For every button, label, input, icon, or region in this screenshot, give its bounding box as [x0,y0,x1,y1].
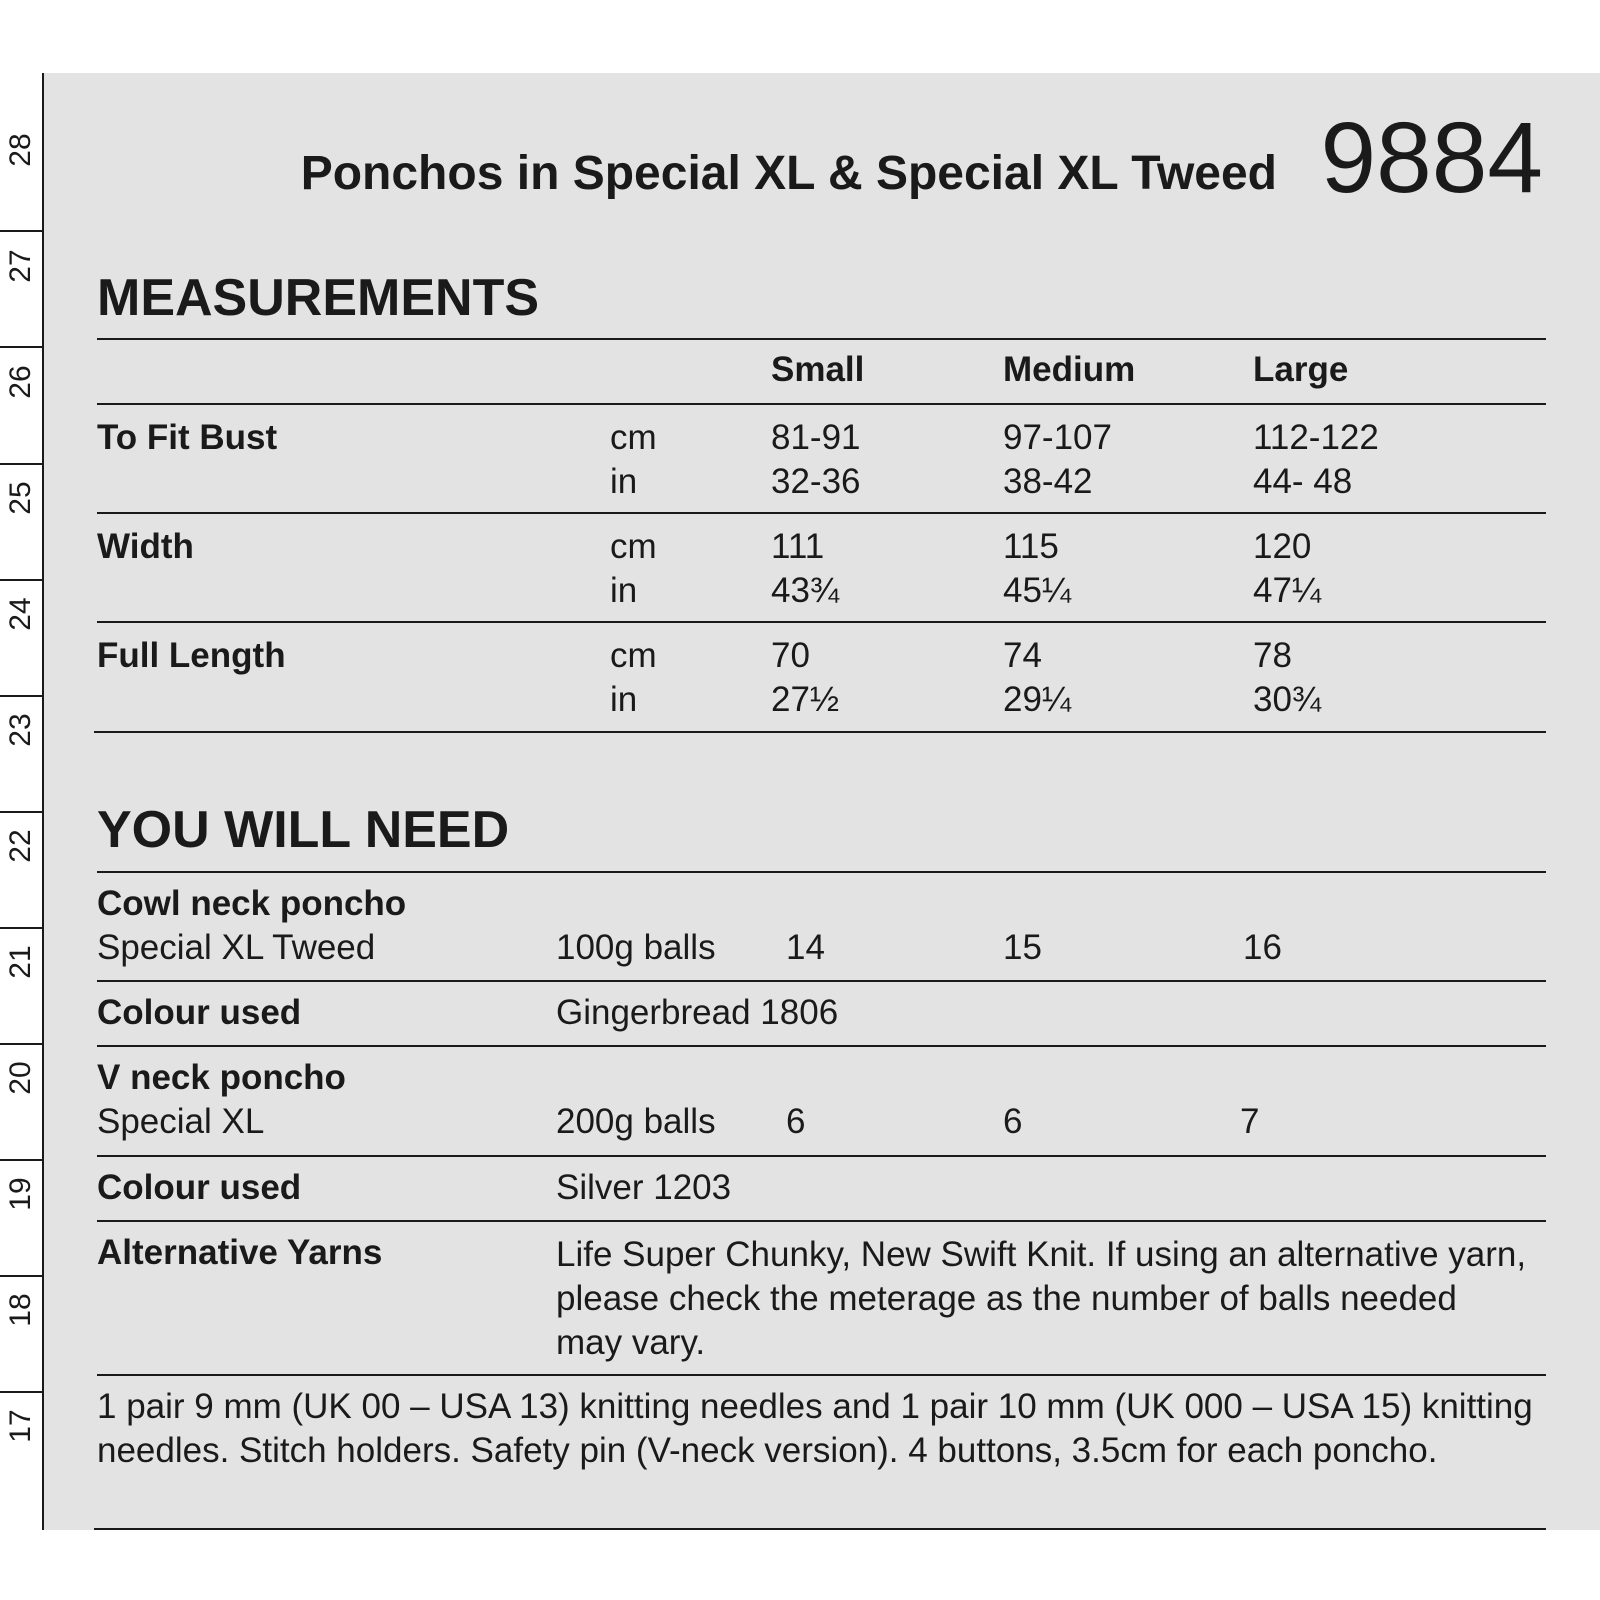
unit-in: in [610,680,638,719]
width-large-in: 47¼ [1253,571,1322,610]
pattern-number: 9884 [1320,102,1543,214]
divider [97,871,1546,873]
divider [97,980,1546,982]
size-large-header: Large [1253,350,1349,389]
ruler-tick [0,230,42,232]
ruler-tick [0,811,42,813]
cowl-yarn: Special XL Tweed [97,928,376,967]
row-label-bust: To Fit Bust [97,418,278,457]
vneck-yarn: Special XL [97,1102,265,1141]
cowl-unit: 100g balls [556,928,716,967]
bust-small-cm: 81-91 [771,418,861,457]
unit-in: in [610,462,638,501]
ruler-tick [0,1275,42,1277]
vneck-colour-label: Colour used [97,1168,302,1207]
cowl-qty-large: 16 [1243,928,1282,967]
unit-in: in [610,571,638,610]
divider [97,1374,1546,1376]
bust-medium-cm: 97-107 [1003,418,1112,457]
ruler-tick [0,695,42,697]
size-medium-header: Medium [1003,350,1136,389]
divider [97,621,1546,623]
cowl-colour-label: Colour used [97,993,302,1032]
divider [94,1528,1546,1530]
ruler-number: 20 [4,1061,37,1095]
length-large-in: 30¾ [1253,680,1322,719]
pattern-title: Ponchos in Special XL & Special XL Tweed [300,147,1277,200]
length-small-cm: 70 [771,636,810,675]
vneck-colour: Silver 1203 [556,1168,732,1207]
divider [97,1220,1546,1222]
cowl-qty-small: 14 [786,928,825,967]
vneck-qty-small: 6 [786,1102,806,1141]
ruler-number: 21 [4,945,37,979]
unit-cm: cm [610,636,657,675]
width-small-in: 43¾ [771,571,840,610]
ruler-number: 19 [4,1177,37,1211]
divider [97,1155,1546,1157]
ruler-tick [0,1391,42,1393]
length-small-in: 27½ [771,680,840,719]
width-medium-in: 45¼ [1003,571,1072,610]
alternative-yarns-label: Alternative Yarns [97,1233,383,1272]
divider [97,512,1546,514]
alternative-yarns-text: Life Super Chunky, New Swift Knit. If using an alternative yarn, please check the meterage as the number of balls needed may vary. [556,1235,1527,1362]
measurements-heading: MEASUREMENTS [97,269,540,327]
ruler-tick [0,579,42,581]
bust-small-in: 32-36 [771,462,861,501]
ruler-number: 28 [4,133,37,167]
vneck-qty-medium: 6 [1003,1102,1023,1141]
ruler-tick [0,463,42,465]
divider [97,338,1546,340]
unit-cm: cm [610,527,657,566]
ruler-number: 18 [4,1293,37,1327]
ruler-number: 26 [4,365,37,399]
size-small-header: Small [771,350,865,389]
row-label-length: Full Length [97,636,286,675]
bust-medium-in: 38-42 [1003,462,1093,501]
vneck-title: V neck poncho [97,1058,346,1097]
length-medium-cm: 74 [1003,636,1042,675]
ruler-tick [0,1043,42,1045]
length-large-cm: 78 [1253,636,1292,675]
cowl-title: Cowl neck poncho [97,884,407,923]
length-medium-in: 29¼ [1003,680,1072,719]
ruler-number: 24 [4,597,37,631]
width-small-cm: 111 [771,527,825,566]
ruler-number: 27 [4,249,37,283]
bust-large-in: 44- 48 [1253,462,1353,501]
ruler-tick [0,927,42,929]
notions-text: 1 pair 9 mm (UK 00 – USA 13) knitting needles and 1 pair 10 mm (UK 000 – USA 15) knitting needles. Stitch holders. Safety pin (V-neck version). 4 buttons, 3.5cm for each poncho. [97,1387,1533,1470]
ruler-number: 17 [4,1409,37,1443]
cowl-qty-medium: 15 [1003,928,1042,967]
cowl-colour: Gingerbread 1806 [556,993,839,1032]
ruler-number: 25 [4,481,37,515]
row-label-width: Width [97,527,194,566]
unit-cm: cm [610,418,657,457]
width-large-cm: 120 [1253,527,1312,566]
bust-large-cm: 112-122 [1253,418,1379,457]
ruler-tick [0,1159,42,1161]
ruler-number: 23 [4,713,37,747]
divider [97,1045,1546,1047]
you-will-need-heading: YOU WILL NEED [97,801,510,859]
divider [94,731,1546,733]
divider [97,403,1546,405]
ruler [0,0,44,1530]
ruler-number: 22 [4,829,37,863]
vneck-qty-large: 7 [1240,1102,1260,1141]
width-medium-cm: 115 [1003,527,1059,566]
vneck-unit: 200g balls [556,1102,716,1141]
ruler-tick [0,346,42,348]
